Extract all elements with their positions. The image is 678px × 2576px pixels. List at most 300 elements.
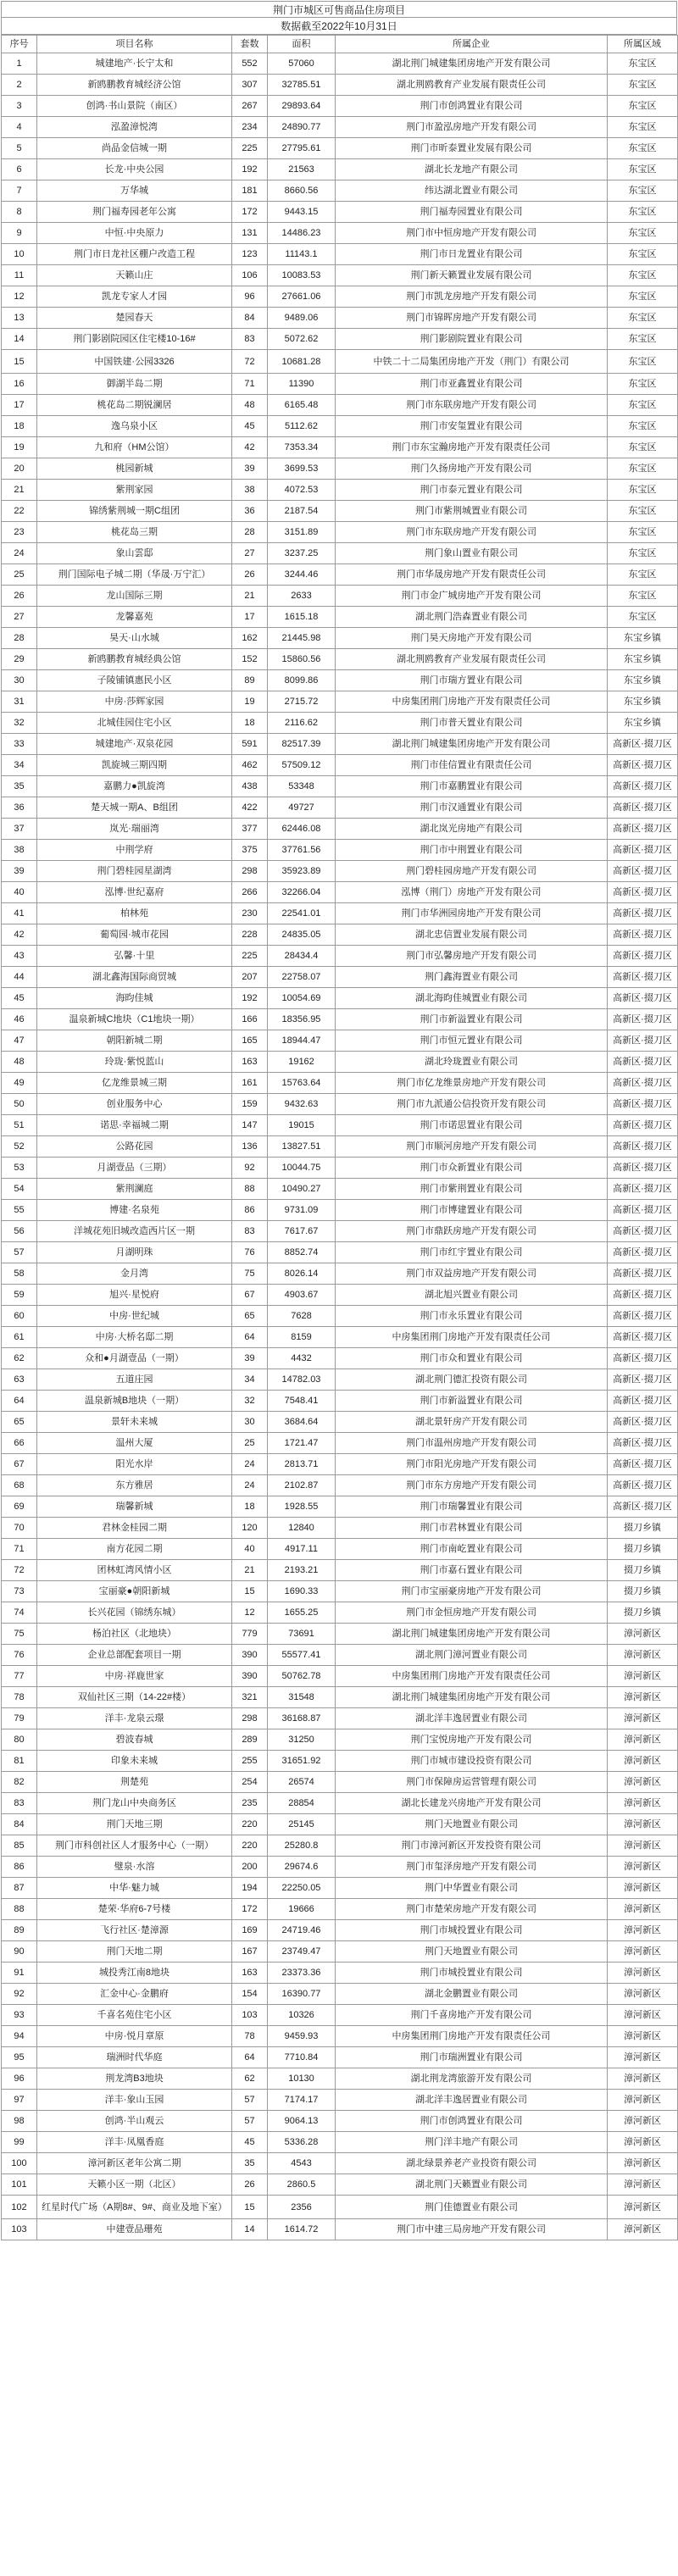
cell-company: 湖北荆门浩森置业有限公司 [336,607,608,628]
cell-company: 荆门市锦晖房地产开发有限公司 [336,308,608,329]
cell-company: 荆门市新溢置业有限公司 [336,1009,608,1030]
cell-area: 57509.12 [268,755,336,776]
cell-area: 1928.55 [268,1496,336,1518]
cell-units: 106 [232,265,268,286]
cell-company: 荆门市紫荆置业有限公司 [336,1179,608,1200]
cell-index: 3 [2,96,37,117]
cell-units: 26 [232,2174,268,2196]
cell-index: 70 [2,1518,37,1539]
cell-region: 漳河新区 [608,2174,678,2196]
cell-area: 35923.89 [268,861,336,882]
cell-units: 34 [232,1369,268,1391]
cell-company: 湖北洋丰逸居置业有限公司 [336,2090,608,2111]
cell-region: 东宝区 [608,522,678,543]
cell-area: 11143.1 [268,244,336,265]
cell-region: 高新区·掇刀区 [608,861,678,882]
table-row [2,265,678,286]
cell-project-name: 五道庄园 [37,1369,232,1391]
cell-area: 22758.07 [268,967,336,988]
cell-company: 湖北忠信置业发展有限公司 [336,924,608,946]
cell-index: 34 [2,755,37,776]
cell-units: 92 [232,1158,268,1179]
cell-project-name: 碧波春城 [37,1729,232,1751]
cell-project-name: 城建地产·双泉花园 [37,734,232,755]
cell-units: 169 [232,1920,268,1941]
cell-area: 8159 [268,1327,336,1348]
table-row [2,1899,678,1920]
cell-region: 高新区·掇刀区 [608,1030,678,1052]
cell-index: 38 [2,840,37,861]
cell-project-name: 昊天·山水城 [37,628,232,649]
cell-area: 8660.56 [268,180,336,202]
cell-company: 荆门市永乐置业有限公司 [336,1306,608,1327]
table-row [2,628,678,649]
cell-company: 荆门象山置业有限公司 [336,543,608,564]
cell-region: 漳河新区 [608,1814,678,1835]
cell-project-name: 千喜名苑住宅小区 [37,2005,232,2026]
table-row [2,437,678,458]
table-row [2,138,678,159]
cell-project-name: 楚荣·华府6-7号楼 [37,1899,232,1920]
cell-area: 9443.15 [268,202,336,223]
table-row [2,564,678,586]
cell-area: 9064.13 [268,2111,336,2132]
cell-project-name: 洋丰·象山玉园 [37,2090,232,2111]
cell-company: 湖北景轩房产开发有限公司 [336,1412,608,1433]
cell-region: 东宝区 [608,244,678,265]
cell-region: 东宝区 [608,543,678,564]
cell-project-name: 中房·祥鹿世家 [37,1666,232,1687]
cell-company: 荆门市东联房地产开发有限公司 [336,395,608,416]
cell-index: 19 [2,437,37,458]
cell-project-name: 荆楚苑 [37,1772,232,1793]
cell-units: 17 [232,607,268,628]
cell-index: 80 [2,1729,37,1751]
cell-region: 漳河新区 [608,2219,678,2240]
cell-project-name: 桃花岛三期 [37,522,232,543]
cell-area: 25280.8 [268,1835,336,1857]
cell-index: 44 [2,967,37,988]
cell-area: 23373.36 [268,1963,336,1984]
cell-project-name: 洋丰·龙泉云璟 [37,1708,232,1729]
cell-area: 18944.47 [268,1030,336,1052]
cell-region: 高新区·掇刀区 [608,1263,678,1285]
cell-index: 82 [2,1772,37,1793]
cell-area: 2116.62 [268,713,336,734]
cell-units: 154 [232,1984,268,2005]
cell-area: 32785.51 [268,75,336,96]
cell-company: 荆门市东方房地产开发有限公司 [336,1475,608,1496]
cell-index: 46 [2,1009,37,1030]
cell-region: 漳河新区 [608,1624,678,1645]
cell-region: 掇刀乡镇 [608,1518,678,1539]
cell-units: 21 [232,1560,268,1581]
cell-units: 390 [232,1666,268,1687]
cell-region: 高新区·掇刀区 [608,882,678,903]
cell-region: 漳河新区 [608,1645,678,1666]
cell-area: 19666 [268,1899,336,1920]
cell-project-name: 团林虹湾风情小区 [37,1560,232,1581]
cell-units: 15 [232,1581,268,1602]
table-row [2,96,678,117]
cell-area: 1614.72 [268,2219,336,2240]
cell-region: 漳河新区 [608,2111,678,2132]
table-row [2,840,678,861]
cell-index: 27 [2,607,37,628]
cell-units: 192 [232,988,268,1009]
cell-region: 东宝区 [608,53,678,75]
cell-region: 高新区·掇刀区 [608,1369,678,1391]
cell-units: 194 [232,1878,268,1899]
cell-company: 荆门中华置业有限公司 [336,1878,608,1899]
cell-region: 高新区·掇刀区 [608,1242,678,1263]
cell-project-name: 中华·魅力城 [37,1878,232,1899]
table-row [2,1857,678,1878]
cell-units: 235 [232,1793,268,1814]
cell-project-name: 创业服务中心 [37,1094,232,1115]
table-row [2,1158,678,1179]
cell-region: 漳河新区 [608,1878,678,1899]
table-row [2,522,678,543]
table-row [2,2047,678,2068]
cell-index: 31 [2,691,37,713]
cell-region: 漳河新区 [608,2005,678,2026]
cell-area: 62446.08 [268,819,336,840]
cell-index: 1 [2,53,37,75]
cell-project-name: 温州大厦 [37,1433,232,1454]
cell-project-name: 尚品金信城一期 [37,138,232,159]
cell-region: 东宝区 [608,480,678,501]
cell-units: 225 [232,946,268,967]
cell-project-name: 桃园新城 [37,458,232,480]
cell-units: 103 [232,2005,268,2026]
table-row [2,946,678,967]
cell-project-name: 众和●月湖壹品（一期） [37,1348,232,1369]
cell-index: 14 [2,329,37,350]
cell-area: 12840 [268,1518,336,1539]
cell-region: 高新区·掇刀区 [608,1285,678,1306]
cell-index: 55 [2,1200,37,1221]
cell-units: 462 [232,755,268,776]
cell-area: 24890.77 [268,117,336,138]
cell-units: 298 [232,861,268,882]
cell-region: 高新区·掇刀区 [608,776,678,797]
cell-area: 9432.63 [268,1094,336,1115]
cell-units: 64 [232,1327,268,1348]
cell-region: 掇刀乡镇 [608,1602,678,1624]
cell-project-name: 创鸿·书山景院（南区） [37,96,232,117]
cell-units: 76 [232,1242,268,1263]
cell-region: 漳河新区 [608,1963,678,1984]
cell-region: 东宝乡镇 [608,649,678,670]
table-row [2,586,678,607]
cell-units: 84 [232,308,268,329]
cell-index: 28 [2,628,37,649]
table-row [2,202,678,223]
cell-index: 103 [2,2219,37,2240]
table-row [2,1835,678,1857]
cell-company: 荆门市盈泓房地产开发有限公司 [336,117,608,138]
cell-company: 荆门昊天房地产开发有限公司 [336,628,608,649]
cell-index: 54 [2,1179,37,1200]
cell-company: 湖北荆门德汇投资有限公司 [336,1369,608,1391]
cell-company: 荆门市红宇置业有限公司 [336,1242,608,1263]
cell-index: 43 [2,946,37,967]
cell-project-name: 璧泉·水溶 [37,1857,232,1878]
cell-project-name: 双仙社区三期（14-22#楼） [37,1687,232,1708]
cell-company: 荆门千喜房地产开发有限公司 [336,2005,608,2026]
table-subtitle: 数据截至2022年10月31日 [1,18,677,35]
cell-project-name: 荆门天地二期 [37,1941,232,1963]
header-row [2,36,678,53]
table-row [2,480,678,501]
cell-area: 2102.87 [268,1475,336,1496]
cell-area: 55577.41 [268,1645,336,1666]
cell-project-name: 南方花园二期 [37,1539,232,1560]
cell-company: 荆门市金恒房地产开发有限公司 [336,1602,608,1624]
cell-units: 27 [232,543,268,564]
cell-region: 东宝区 [608,75,678,96]
cell-project-name: 君林金桂园二期 [37,1518,232,1539]
cell-index: 32 [2,713,37,734]
cell-units: 45 [232,2132,268,2153]
cell-area: 22250.05 [268,1878,336,1899]
cell-region: 漳河新区 [608,1835,678,1857]
cell-area: 7353.34 [268,437,336,458]
cell-company: 荆门市华晟房地产开发有限责任公司 [336,564,608,586]
cell-project-name: 印象未来城 [37,1751,232,1772]
cell-area: 21445.98 [268,628,336,649]
cell-area: 10490.27 [268,1179,336,1200]
cell-region: 高新区·掇刀区 [608,1412,678,1433]
cell-units: 62 [232,2068,268,2090]
cell-units: 200 [232,1857,268,1878]
table-row [2,734,678,755]
cell-region: 漳河新区 [608,2196,678,2219]
cell-region: 漳河新区 [608,1751,678,1772]
cell-company: 荆门天地置业有限公司 [336,1941,608,1963]
cell-area: 27795.61 [268,138,336,159]
cell-index: 93 [2,2005,37,2026]
cell-project-name: 玲珑·紫悦蓝山 [37,1052,232,1073]
cell-company: 荆门市紫荆城置业有限公司 [336,501,608,522]
cell-project-name: 荆龙湾B3地块 [37,2068,232,2090]
cell-index: 78 [2,1687,37,1708]
cell-index: 94 [2,2026,37,2047]
table-row [2,374,678,395]
cell-area: 3699.53 [268,458,336,480]
cell-units: 298 [232,1708,268,1729]
cell-units: 78 [232,2026,268,2047]
cell-units: 234 [232,117,268,138]
cell-units: 220 [232,1814,268,1835]
cell-index: 36 [2,797,37,819]
cell-company: 荆门市创鸿置业有限公司 [336,2111,608,2132]
table-row [2,1814,678,1835]
cell-project-name: 海昀佳城 [37,988,232,1009]
cell-units: 32 [232,1391,268,1412]
cell-area: 22541.01 [268,903,336,924]
cell-units: 267 [232,96,268,117]
cell-project-name: 荆门市科创社区人才服务中心（一期） [37,1835,232,1857]
table-row [2,1285,678,1306]
cell-region: 高新区·掇刀区 [608,1115,678,1136]
cell-units: 42 [232,437,268,458]
cell-area: 3151.89 [268,522,336,543]
cell-region: 东宝区 [608,350,678,374]
cell-project-name: 温泉新城B地块（一期） [37,1391,232,1412]
table-row [2,1221,678,1242]
cell-region: 高新区·掇刀区 [608,755,678,776]
cell-region: 掇刀乡镇 [608,1560,678,1581]
table-row [2,2153,678,2174]
cell-region: 漳河新区 [608,2153,678,2174]
cell-region: 漳河新区 [608,1984,678,2005]
cell-company: 湖北旭兴置业有限公司 [336,1285,608,1306]
table-row [2,1200,678,1221]
cell-project-name: 旭兴·星悦府 [37,1285,232,1306]
cell-area: 4543 [268,2153,336,2174]
cell-company: 湖北金鹏置业有限公司 [336,1984,608,2005]
cell-index: 58 [2,1263,37,1285]
cell-area: 10130 [268,2068,336,2090]
cell-region: 漳河新区 [608,1687,678,1708]
cell-company: 荆门市凯龙房地产开发有限公司 [336,286,608,308]
cell-area: 21563 [268,159,336,180]
cell-area: 2356 [268,2196,336,2219]
cell-area: 10326 [268,2005,336,2026]
cell-region: 高新区·掇刀区 [608,1136,678,1158]
cell-company: 荆门市瑞馨置业有限公司 [336,1496,608,1518]
cell-units: 24 [232,1454,268,1475]
cell-project-name: 新鸥鹏教育城经济公馆 [37,75,232,96]
cell-project-name: 宝丽豪●朝阳新城 [37,1581,232,1602]
cell-company: 荆门市安玺置业有限公司 [336,416,608,437]
cell-index: 56 [2,1221,37,1242]
cell-units: 422 [232,797,268,819]
cell-company: 纬达湖北置业有限公司 [336,180,608,202]
cell-area: 2633 [268,586,336,607]
cell-units: 131 [232,223,268,244]
cell-project-name: 月湖明珠 [37,1242,232,1263]
cell-region: 高新区·掇刀区 [608,1454,678,1475]
cell-index: 25 [2,564,37,586]
cell-project-name: 荆门市日龙社区棚户改造工程 [37,244,232,265]
cell-region: 高新区·掇刀区 [608,1306,678,1327]
cell-units: 225 [232,138,268,159]
cell-company: 荆门市鼎跃房地产开发有限公司 [336,1221,608,1242]
cell-units: 83 [232,329,268,350]
cell-company: 荆门市顺河房地产开发有限公司 [336,1136,608,1158]
table-row [2,1263,678,1285]
cell-index: 39 [2,861,37,882]
cell-region: 高新区·掇刀区 [608,1009,678,1030]
cell-company: 荆门市汉通置业有限公司 [336,797,608,819]
cell-units: 591 [232,734,268,755]
table-row [2,1348,678,1369]
table-row [2,1454,678,1475]
table-row [2,1496,678,1518]
cell-project-name: 新鸥鹏教育城经典公馆 [37,649,232,670]
cell-index: 40 [2,882,37,903]
cell-units: 18 [232,1496,268,1518]
cell-index: 2 [2,75,37,96]
cell-company: 荆门市普天置业有限公司 [336,713,608,734]
cell-region: 高新区·掇刀区 [608,840,678,861]
cell-index: 21 [2,480,37,501]
cell-project-name: 杨泊社区（北地块） [37,1624,232,1645]
cell-company: 荆门鑫海置业有限公司 [336,967,608,988]
header-units: 套数 [232,36,268,53]
cell-project-name: 弘馨·十里 [37,946,232,967]
cell-index: 95 [2,2047,37,2068]
cell-company: 湖北荆门漳河置业有限公司 [336,1645,608,1666]
cell-area: 4072.53 [268,480,336,501]
table-row [2,350,678,374]
cell-area: 14782.03 [268,1369,336,1391]
cell-area: 4917.11 [268,1539,336,1560]
cell-region: 漳河新区 [608,2047,678,2068]
cell-index: 92 [2,1984,37,2005]
table-row [2,1729,678,1751]
cell-region: 高新区·掇刀区 [608,1200,678,1221]
cell-company: 中房集团荆门房地产开发有限责任公司 [336,691,608,713]
cell-area: 1655.25 [268,1602,336,1624]
cell-project-name: 龙馨嘉苑 [37,607,232,628]
cell-area: 8026.14 [268,1263,336,1285]
cell-project-name: 凯龙专家人才园 [37,286,232,308]
cell-index: 11 [2,265,37,286]
cell-company: 荆门市中建三局房地产开发有限公司 [336,2219,608,2240]
cell-units: 172 [232,1899,268,1920]
table-row [2,691,678,713]
cell-area: 5112.62 [268,416,336,437]
header-company: 所属企业 [336,36,608,53]
cell-region: 漳河新区 [608,1941,678,1963]
cell-region: 东宝区 [608,501,678,522]
cell-company: 荆门市佳信置业有限责任公司 [336,755,608,776]
cell-company: 荆门市玺泽房地产开发有限公司 [336,1857,608,1878]
cell-index: 64 [2,1391,37,1412]
cell-project-name: 中房·莎辉家园 [37,691,232,713]
cell-region: 高新区·掇刀区 [608,1348,678,1369]
cell-region: 东宝乡镇 [608,628,678,649]
cell-units: 86 [232,1200,268,1221]
cell-index: 79 [2,1708,37,1729]
table-row [2,1073,678,1094]
cell-company: 荆门市温州房地产开发有限公司 [336,1433,608,1454]
cell-area: 7548.41 [268,1391,336,1412]
cell-company: 荆门市弘馨房地产开发有限公司 [336,946,608,967]
cell-units: 166 [232,1009,268,1030]
cell-area: 9731.09 [268,1200,336,1221]
cell-index: 51 [2,1115,37,1136]
cell-company: 荆门市众新置业有限公司 [336,1158,608,1179]
cell-units: 375 [232,840,268,861]
cell-company: 荆门市双益房地产开发有限公司 [336,1263,608,1285]
cell-company: 荆门市博建置业有限公司 [336,1200,608,1221]
cell-company: 湖北洋丰逸居置业有限公司 [336,1708,608,1729]
cell-units: 181 [232,180,268,202]
cell-project-name: 博建·名泉苑 [37,1200,232,1221]
cell-region: 东宝区 [608,265,678,286]
table-row [2,967,678,988]
cell-project-name: 中房·大桥名邸二期 [37,1327,232,1348]
cell-company: 湖北荆门城建集团房地产开发有限公司 [336,1624,608,1645]
header-region: 所属区域 [608,36,678,53]
cell-company: 湖北荆门城建集团房地产开发有限公司 [336,53,608,75]
cell-project-name: 柏林苑 [37,903,232,924]
